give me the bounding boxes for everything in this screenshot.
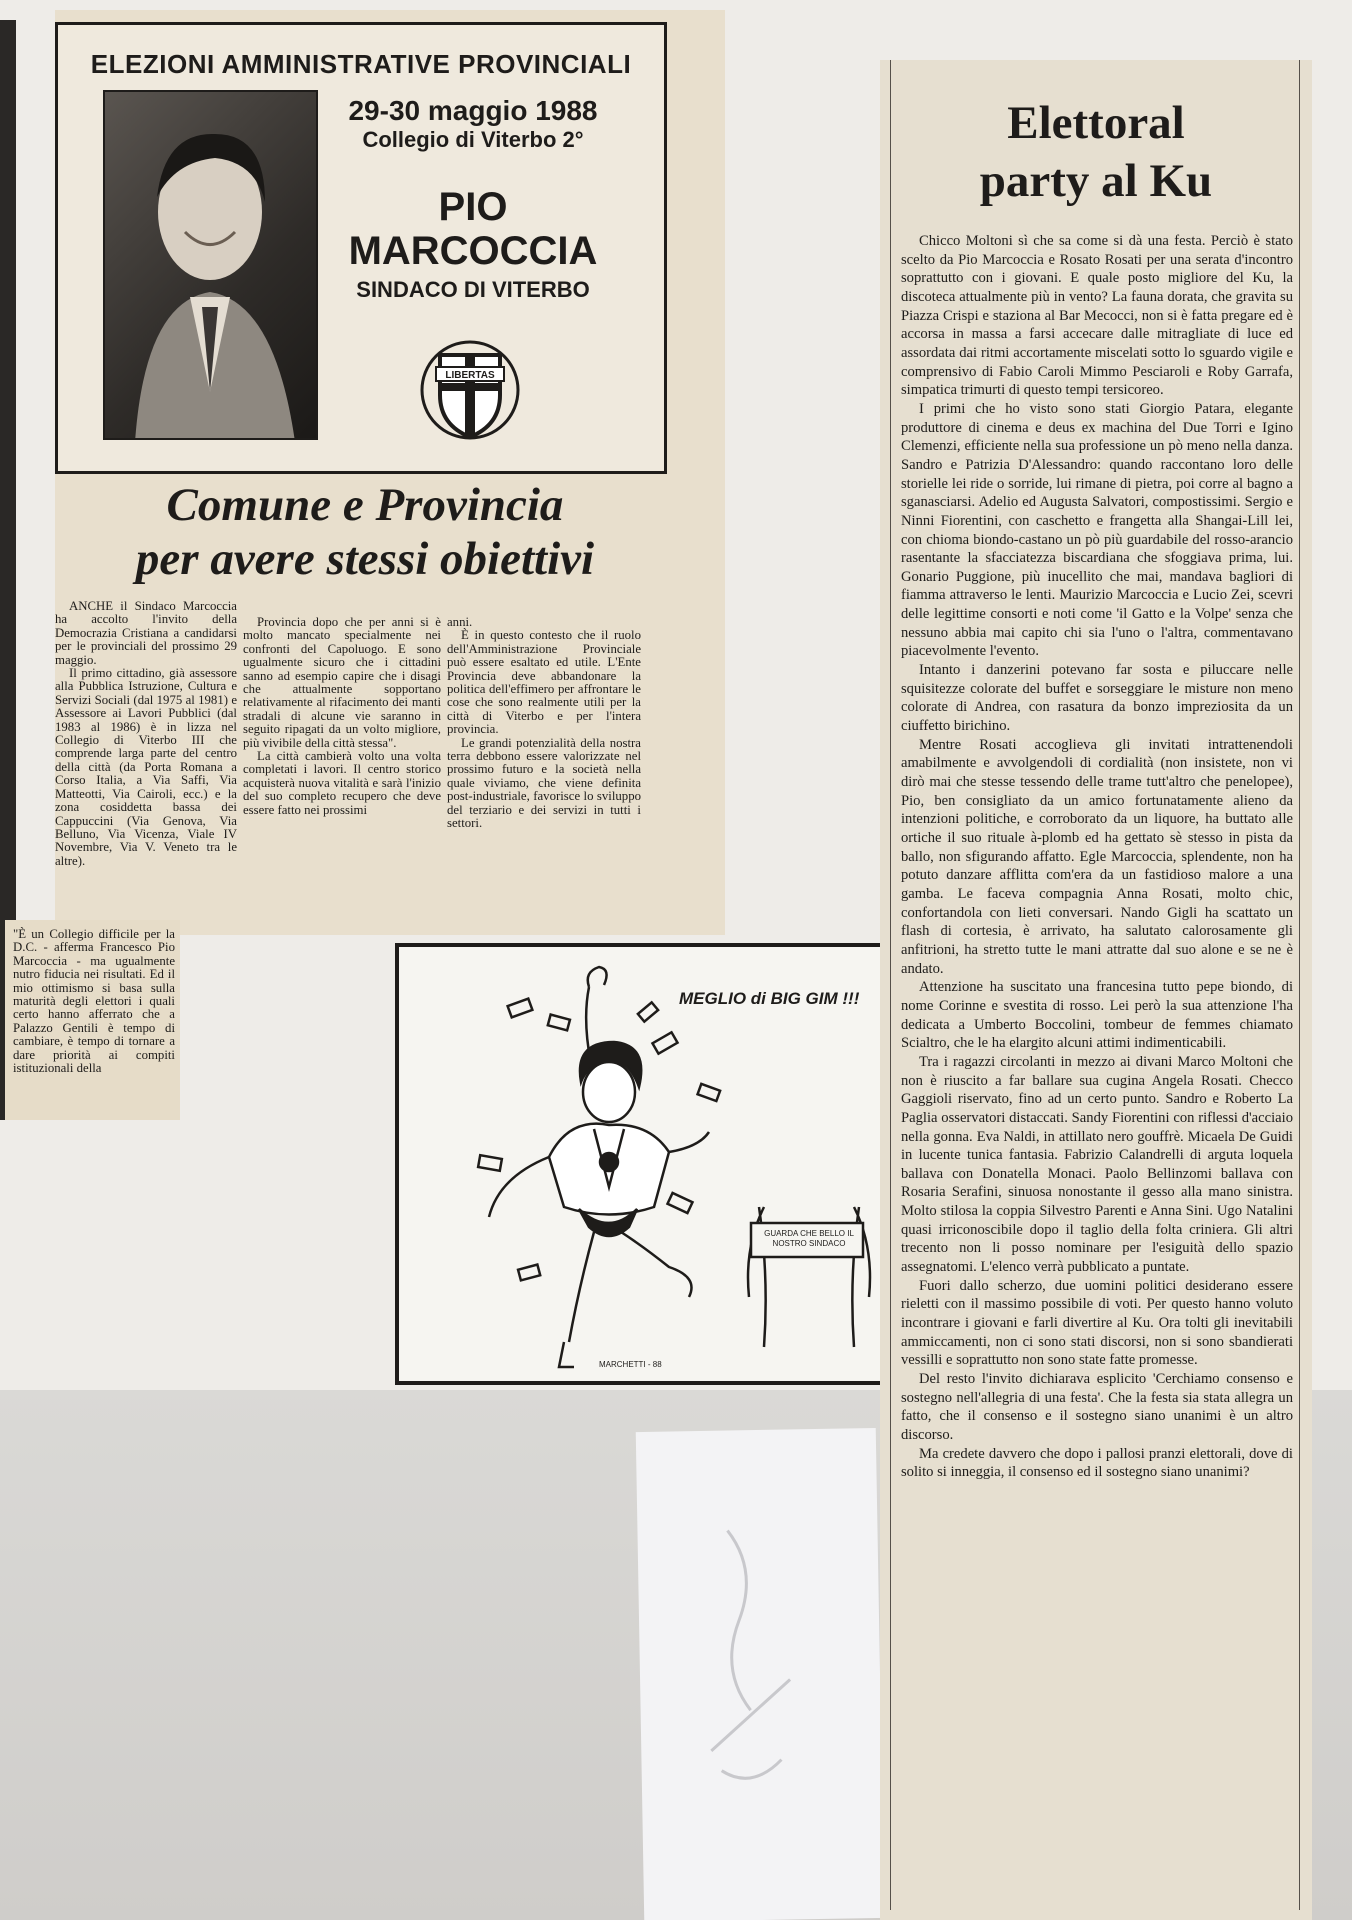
title-line-2: party al Ku	[979, 155, 1213, 207]
column-1	[55, 600, 237, 868]
cartoon-signature: MARCHETTI - 88	[599, 1360, 662, 1369]
candidate-photo	[103, 90, 318, 440]
candidate-portrait	[105, 92, 318, 440]
paragraph: È in questo contesto che il ruolo dell'Amministrazione Provinciale può essere esaltato ed utile. L'Ente Provincia deve abbandonare la politica dell'effimero per affrontare le cose che sono realmente utili per la città di Viterbo e per l'intera provincia.	[447, 628, 641, 737]
paragraph: Attenzione ha suscitato una francesina tutto pepe biondo, di nome Corinne e svestita di rosso. Lei però la sua attenzione l'ha dedicata a Umberto Boccolini, tombeur de femmes chiamato Scialtro, che le ha elargito alcuni attimi indimenticabili.	[901, 979, 1293, 1052]
column-1-continuation	[13, 928, 175, 1075]
paragraph: Il primo cittadino, già assessore alla Pubblica Istruzione, Cultura e Servizi Sociali (dal 1975 al 1981) e Assessore ai Lavori Pubblici (dal 1983 al 1986) è in lizza nel Collegio di Viterbo III che comprende larga parte del centro della città (da Porta Romana a Corso Italia, a Via Saffi, Via Matteotti, Via Cairoli, ecc.) e la zona cosiddetta bassa dei Cappuccini (Via Genova, Via Belluno, Via Vicenza, Viale IV Novembre, Via V. Veneto tra le altre).	[55, 666, 237, 868]
left-clipping-tail	[5, 920, 180, 1120]
title-line-1: Elettoral	[1007, 97, 1185, 149]
ad-date: 29-30 maggio 1988	[348, 95, 598, 126]
paragraph: Tra i ragazzi circolanti in mezzo ai divani Marco Moltoni che non è riuscito a far ballare sua cugina Angela Rosati. Checco Gaggioli riservato, fino ad un certo punto. Sandro e Roberto La Paglia osservatori distaccati. Sandy Fiorentini con riflessi d'acciaio nella gonna. Eva Naldi, in attillato nero gouffrè. Micaela De Guidi in lucente tunica fantasia. Fabrizio Calandrelli di arguta loquela ballava con Donatella Monaci. Paolo Bellinzomi ballava con Rosaria Serafini, sinuosa nonostante il gesso alla mano sinistra. Molto stilosa la coppia Silvestro Parenti e Anna Sini. Ugo Natalini quasi irriconoscibile dopo il taglio della folta criniera. Gli altri trecento non li posso nominare per l'esiguità dello spazio assegnatomi. L'elenco verrà pubblicato a puntate.	[901, 1053, 1293, 1276]
candidate-role: SINDACO DI VITERBO	[356, 277, 590, 302]
candidate-last-name: MARCOCCIA	[348, 229, 598, 273]
paragraph: Intanto i danzerini potevano far sosta e piluccare nelle squisitezze colorate del buffet e sorseggiare le misture non meno colorate di Andrea, con rasatura da bonzo impreziosita da un ciuffetto birichino.	[901, 662, 1293, 735]
ad-college: Collegio di Viterbo 2°	[362, 127, 584, 152]
ad-header: ELEZIONI AMMINISTRATIVE PROVINCIALI	[90, 49, 632, 79]
paragraph: Chicco Moltoni sì che sa come si dà una festa. Perciò è stato scelto da Pio Marcoccia e Rosato Rosati per una serata d'incontro soprattutto con i giovani. E quale posto migliore del Ku, la discoteca attualmente più in vento? La fauna dorata, che gravita su Piazza Crispi e staziona al Bar Mecocci, non si è fatta pregare ed è accorsa in massa a farsi accecare dalle mitragliate di luce ed assordata dai ritmi accortamente miscelati sotto lo sguardo vigile e comprensivo di Fabio Caroli Mimmo Pesciaroli e Roby Garrafa, simpatica trimurti di questo tempi tersicoreo.	[901, 233, 1293, 399]
election-ad	[55, 22, 667, 474]
handwritten-note	[636, 1428, 885, 1920]
column-3	[447, 616, 641, 831]
headline-line-1: Comune e Provincia	[166, 479, 564, 531]
paragraph: "È un Collegio difficile per la D.C. - afferma Francesco Pio Marcoccia - ma ugualmente nutro fiducia nei risultati. Ed il mio ottimismo si basa sulla maturità degli elettori i quali certo hanno afferrato che a Palazzo Gentili è tempo di cambiare, è tempo di tornare a dare priorità ai compiti istituzionali della	[13, 927, 175, 1076]
candidate-first-name: PIO	[438, 185, 508, 229]
cartoon	[395, 943, 915, 1385]
libertas-shield-icon	[418, 325, 522, 455]
shield-label: LIBERTAS	[445, 370, 495, 381]
paragraph: Del resto l'invito dichiarava esplicito 'Cerchiamo consenso e sostegno nell'allegria di una festa'. Che la festa sia stata allegra un fatto, che il consenso e il sostegno siano unanimi è un altro discorso.	[901, 1371, 1293, 1443]
right-article-body	[901, 232, 1293, 1482]
cartoon-sign-text: GUARDA CHE BELLO IL NOSTRO SINDACO	[759, 1229, 859, 1249]
right-clipping	[880, 60, 1312, 1920]
cartoon-caption: MEGLIO di BIG GIM !!!	[679, 989, 860, 1008]
right-article-title	[891, 94, 1301, 210]
paragraph: La città cambierà volto una volta completati i lavori. Il centro storico acquisterà nuova vitalità e sarà l'inizio del suo completo recupero che deve essere fatto nei prossimi	[243, 749, 441, 817]
headline-line-2: per avere stessi obiettivi	[135, 533, 595, 585]
paragraph: Le grandi potenzialità della nostra terra debbono essere valorizzate nel prossimo futuro e la società nella quale viviamo, che viene definita post-industriale, favorisce lo sviluppo del terziario e dei servizi in tutti i settori.	[447, 735, 641, 831]
column-2	[243, 616, 441, 817]
paragraph: Ma credete davvero che dopo i pallosi pranzi elettorali, dove di solito si inneggia, il consenso ed il sostegno siano unanimi?	[901, 1445, 1293, 1481]
paragraph: Provincia dopo che per anni si è molto mancato specialmente nei confronti del Capoluogo. E sono ugualmente sicuro che i cittadini sanno ad esempio capire che i disagi che attualmente sopportano relativamente al rifacimento dei manti stradali di alcune vie saranno in seguito ripagati da un volto migliore, più vivibile della città stessa".	[243, 615, 441, 750]
right-article	[890, 60, 1300, 1910]
paragraph: anni.	[447, 615, 473, 629]
left-headline	[55, 478, 675, 586]
cartoon-drawing	[399, 947, 911, 1381]
paragraph: I primi che ho visto sono stati Giorgio Patara, elegante produttore di cinema e deus ex machina del Due Torri e Igino Clemenzi, efficiente nella sua professione un pò meno nella danza. Sandro e Patrizia D'Alessandro: quando raccontano loro delle storielle lei ride o sorride, lui rimane di pietra, poi corre al bagno a sganasciarsi. Adelio ed Augusta Salvatori, compostissimi. Sergio e Ninni Fiorentini, con caschetto e frangetta alla Shangai-Lill lei, con chioma biondo-castano un pò più guardabile del rosso-arancio rasentante la sfacciatezza biscardiana che sfoggiava prima, lui. Gonario Puggione, più inucellito che mai, mandava bagliori di fiamma attraverso le lenti. Maurizio Marcoccia e Lucio Zei, scevri delle legittime consorti e noti come 'il Gatto e la Volpe' senza che nessuno abbia mai capito chi sia l'uno o l'altra, commentavano piacevolmente l'evento.	[901, 400, 1293, 660]
paragraph: ANCHE il Sindaco Marcoccia ha accolto l'invito della Democrazia Cristiana a candidarsi per le provinciali del prossimo 29 maggio.	[55, 599, 237, 667]
paragraph: Fuori dallo scherzo, due uomini politici desiderano essere rieletti con il massimo possibile di voti. Per questo hanno voluto incontrare i giovani e farli divertire al Ku. Ora tolti gli inevitabili ammiccamenti, non ci sono stati discorsi, non si sono sbandierati vessilli e soprattutto non sono state fatte promesse.	[901, 1277, 1293, 1369]
note-scribble	[687, 1509, 812, 1811]
paragraph: Mentre Rosati accoglieva gli invitati intrattenendoli amabilmente e avvolgendoli di cordialità (non insistete, non vi dirò mai che stesse tessendo delle trame tutt'altro che penelopee), Pio, ben consigliato da un amico fortunatamente alieno da intenzioni politiche, e corroborato da un liquore, ha buttato alle ortiche il suo rituale à-plomb ed ha gettato sè stesso in pista da ballo, non sfigurando affatto. Egle Marcoccia, splendente, non ha potuto danzare afflitta com'era da un fastidioso malore a una gamba. Le faceva compagnia Anna Rosati, molto chic, confortandola con lieti conversari. Nando Gigli ha scattato un flash di cortesia, è arrivato, ha salutato calorosamente gli anfitrioni, ha stretto tutte le mani attratte dal suo alone e se ne è andato.	[901, 736, 1293, 977]
left-clipping	[55, 10, 725, 935]
